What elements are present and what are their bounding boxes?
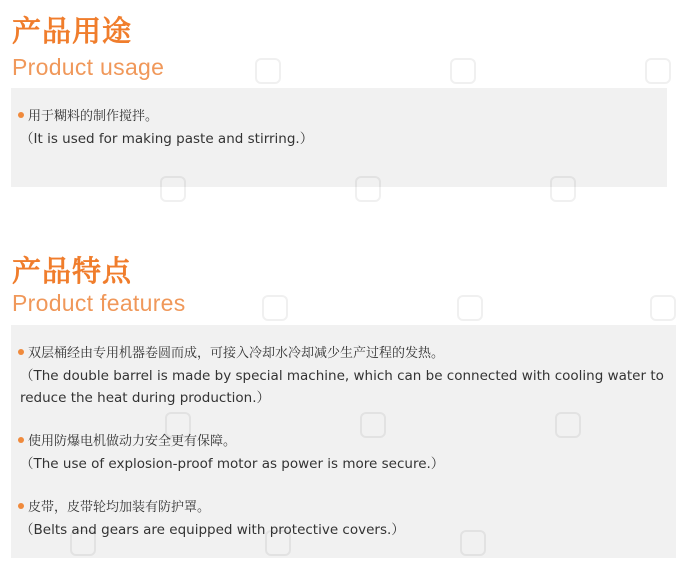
- watermark-logo-icon: [450, 58, 476, 84]
- watermark-logo-icon: [70, 530, 96, 556]
- features-title-cn: 产品特点: [12, 254, 133, 288]
- item-cn: 皮带，皮带轮均加装有防护罩。: [28, 500, 211, 515]
- item-cn: 使用防爆电机做动力安全更有保障。: [28, 434, 237, 449]
- watermark-logo-icon: [262, 295, 288, 321]
- item-cn: 用于糊料的制作搅拌。: [28, 109, 159, 124]
- features-title-en: Product features: [12, 290, 186, 316]
- watermark-logo-icon: [360, 412, 386, 438]
- usage-title-cn: 产品用途: [12, 14, 133, 48]
- bullet-icon: [18, 437, 24, 443]
- feature-item: [18, 343, 668, 409]
- watermark-logo-icon: [645, 58, 671, 84]
- item-en: （Belts and gears are equipped with protective covers.）: [20, 522, 405, 538]
- bullet-icon: [18, 112, 24, 118]
- bullet-icon: [18, 503, 24, 509]
- watermark-logo-icon: [650, 295, 676, 321]
- watermark-logo-icon: [265, 530, 291, 556]
- watermark-logo-icon: [457, 295, 483, 321]
- usage-title-en: Product usage: [12, 54, 165, 80]
- watermark-logo-icon: [550, 176, 576, 202]
- watermark-logo-icon: [160, 176, 186, 202]
- watermark-logo-icon: [255, 58, 281, 84]
- watermark-logo-icon: [555, 412, 581, 438]
- feature-item: [18, 497, 668, 541]
- item-en: （The use of explosion-proof motor as power is more secure.）: [20, 456, 445, 472]
- usage-item: [18, 106, 658, 150]
- item-en: （The double barrel is made by special machine, which can be connected with cooling water to reduce the heat during production.）: [20, 368, 664, 406]
- watermark-logo-icon: [460, 530, 486, 556]
- watermark-logo-icon: [165, 412, 191, 438]
- item-cn: 双层桶经由专用机器卷圆而成，可接入冷却水冷却减少生产过程的发热。: [28, 346, 445, 361]
- bullet-icon: [18, 349, 24, 355]
- item-en: （It is used for making paste and stirring.）: [20, 131, 314, 147]
- watermark-logo-icon: [355, 176, 381, 202]
